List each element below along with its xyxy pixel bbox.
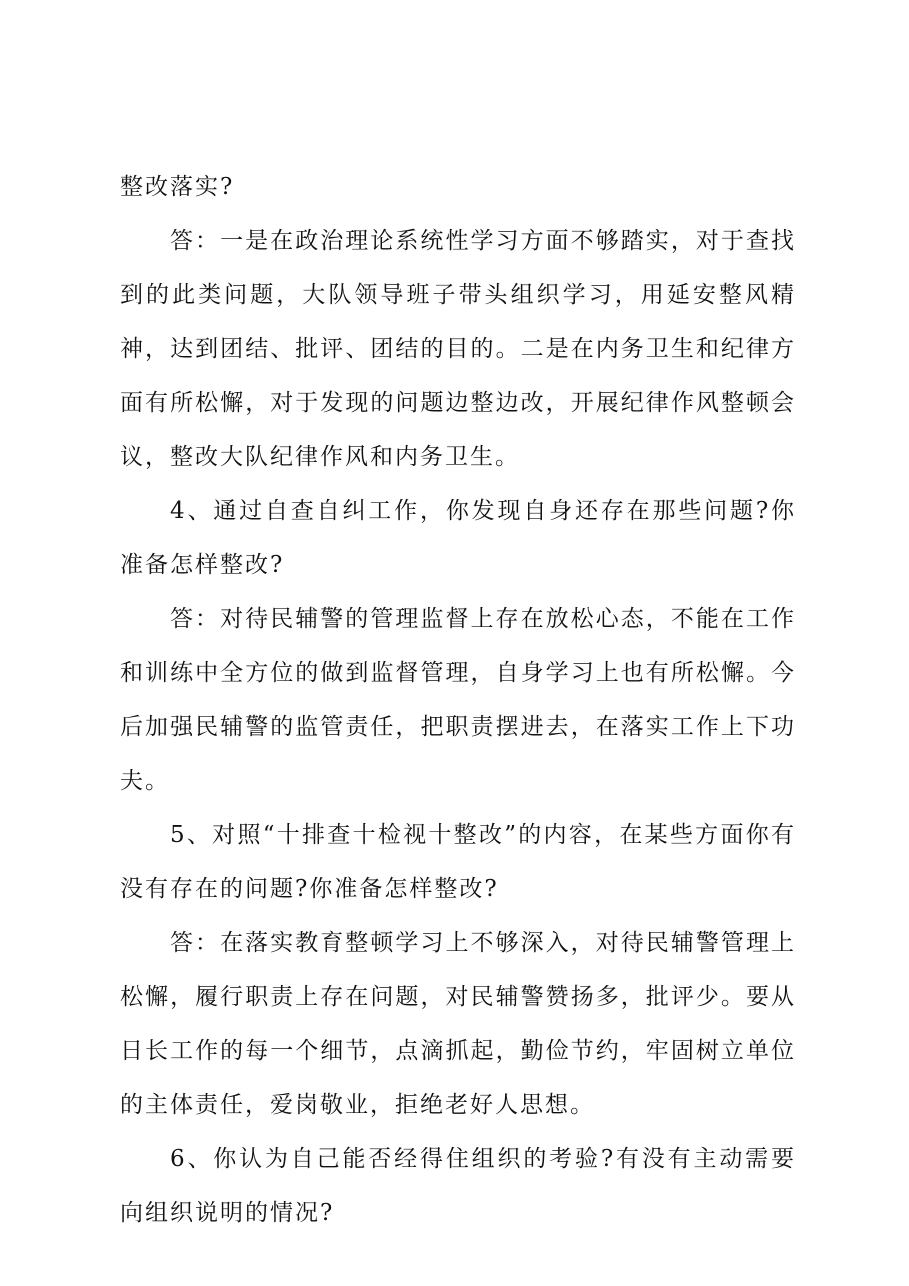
answer-paragraph-4: 答：对待民辅警的管理监督上存在放松心态，不能在工作和训练中全方位的做到监督管理，自身学习上也有所松懈。今后加强民辅警的监管责任，把职责摆进去，在落实工作上下功夫。 [120,606,796,794]
document-body [120,160,796,1240]
paragraph-continuation: 整改落实? [120,174,235,200]
question-paragraph-5: 5、对照“十排查十检视十整改”的内容，在某些方面你有没有存在的问题?你准备怎样整改? [120,822,796,902]
answer-paragraph-3: 答：一是在政治理论系统性学习方面不够踏实，对于查找到的此类问题，大队领导班子带头组织学习，用延安整风精神，达到团结、批评、团结的目的。二是在内务卫生和纪律方面有所松懈，对于发现的问题边整边改，开展纪律作风整顿会议，整改大队纪律作风和内务卫生。 [120,228,796,470]
answer-paragraph-5: 答：在落实教育整顿学习上不够深入，对待民辅警管理上松懈，履行职责上存在问题，对民辅警赞扬多，批评少。要从日长工作的每一个细节，点滴抓起，勤俭节约，牢固树立单位的主体责任，爱岗敬业，拒绝老好人思想。 [120,930,796,1118]
question-paragraph-6: 6、你认为自己能否经得住组织的考验?有没有主动需要向组织说明的情况? [120,1146,796,1226]
question-paragraph-4: 4、通过自查自纠工作，你发现自身还存在那些问题?你准备怎样整改? [120,498,796,578]
